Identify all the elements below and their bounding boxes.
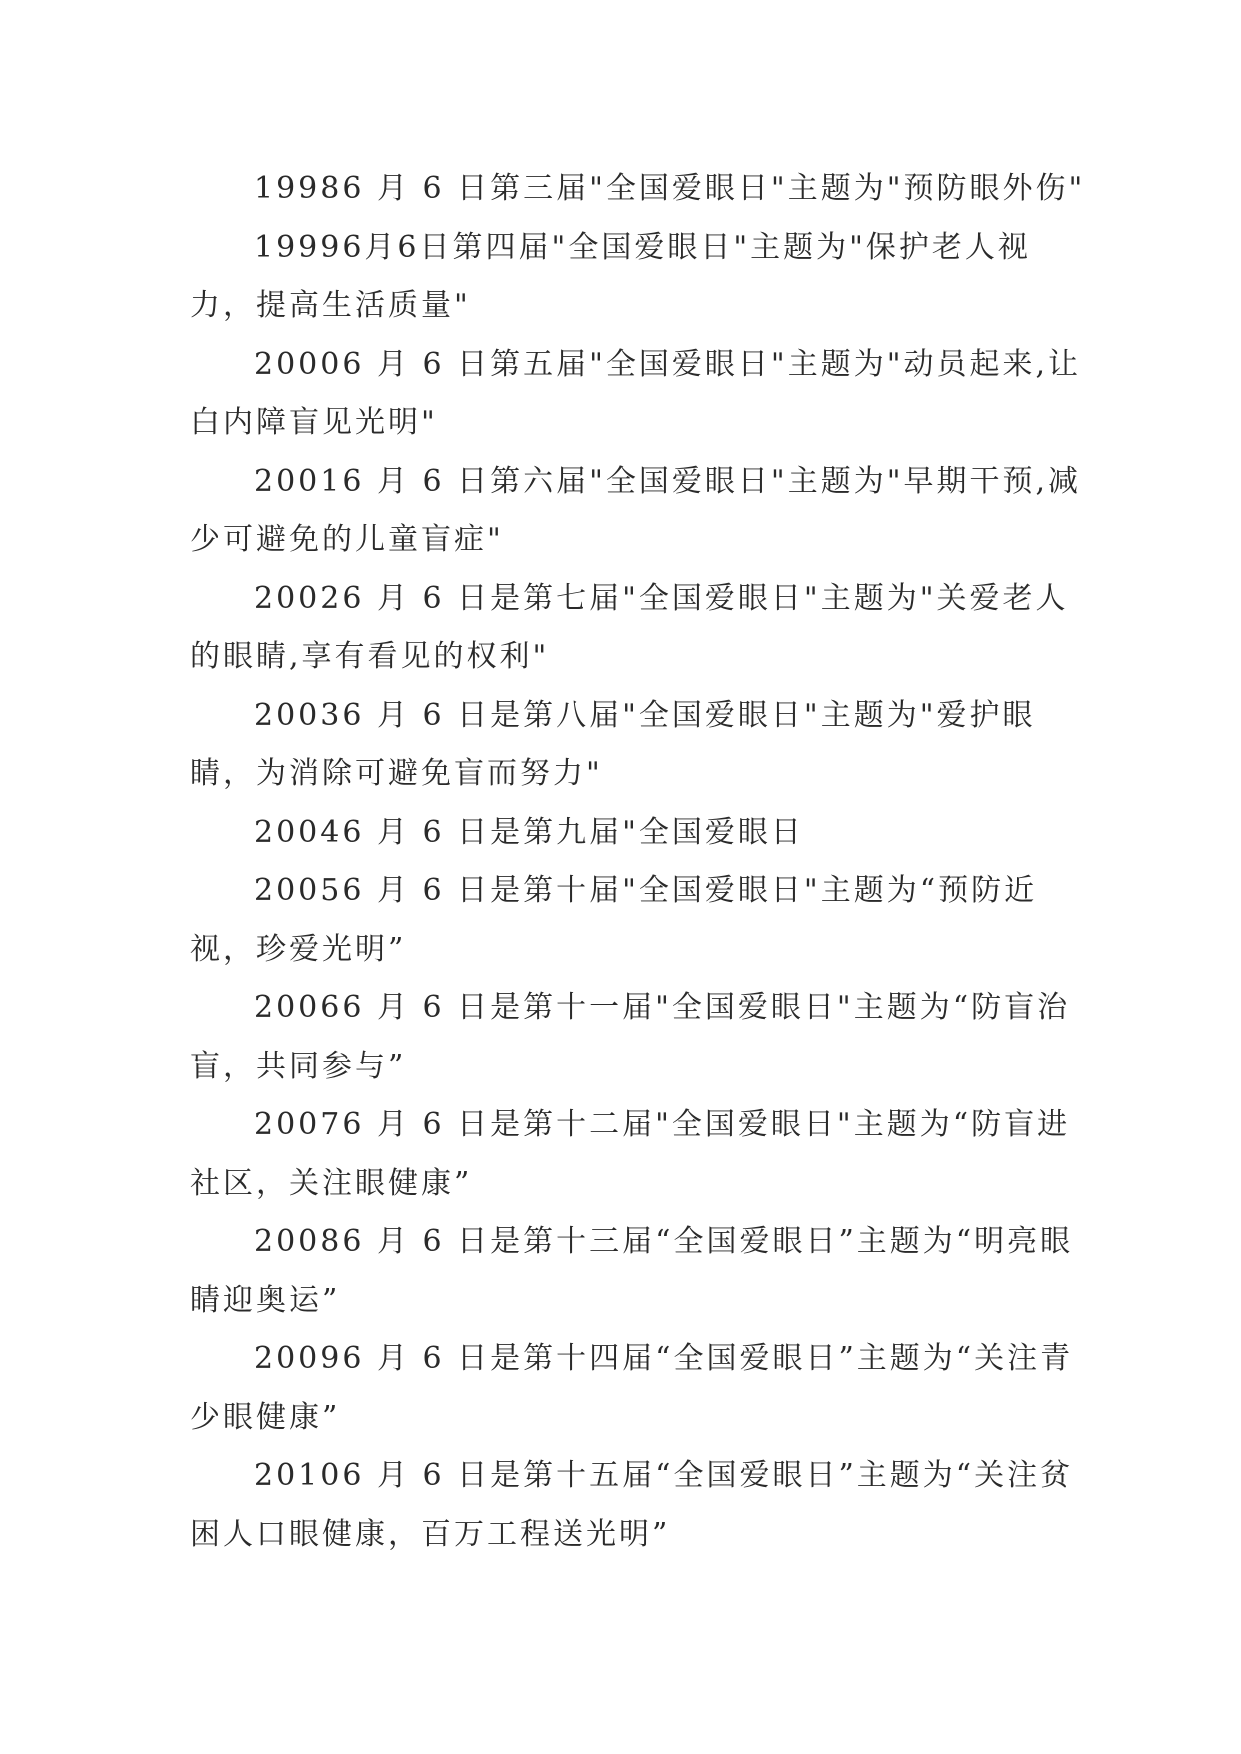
paragraph-2001: 20016 月 6 日第六届"全国爱眼日"主题为"早期干预,减少可避免的儿童盲症": [190, 463, 1082, 557]
paragraph-1998: 19986 月 6 日第三届"全国爱眼日"主题为"预防眼外伤": [254, 171, 1086, 206]
paragraph-2005: 20056 月 6 日是第十届"全国爱眼日"主题为“预防近视，珍爱光明”: [190, 873, 1038, 967]
paragraph-2002: 20026 月 6 日是第七届"全国爱眼日"主题为"关爱老人的眼睛,享有看见的权利": [190, 580, 1069, 674]
paragraph-1999: 19996月6日第四届"全国爱眼日"主题为"保护老人视力，提高生活质量": [190, 229, 1031, 323]
paragraph-2010: 20106 月 6 日是第十五届“全国爱眼日”主题为“关注贫困人口眼健康，百万工程送光明”: [190, 1458, 1074, 1552]
paragraph-2000: 20006 月 6 日第五届"全国爱眼日"主题为"动员起来,让白内障盲见光明": [190, 346, 1082, 440]
paragraph-2006: 20066 月 6 日是第十一届"全国爱眼日"主题为“防盲治盲，共同参与”: [190, 990, 1071, 1084]
document-body: [190, 160, 1090, 1564]
paragraph-2009: 20096 月 6 日是第十四届“全国爱眼日”主题为“关注青少眼健康”: [190, 1341, 1074, 1435]
paragraph-2008: 20086 月 6 日是第十三届“全国爱眼日”主题为“明亮眼睛迎奥运”: [190, 1224, 1074, 1318]
paragraph-2003: 20036 月 6 日是第八届"全国爱眼日"主题为"爱护眼睛，为消除可避免盲而努力": [190, 697, 1036, 791]
paragraph-2007: 20076 月 6 日是第十二届"全国爱眼日"主题为“防盲进社区，关注眼健康”: [190, 1107, 1071, 1201]
paragraph-2004: 20046 月 6 日是第九届"全国爱眼日: [254, 814, 804, 850]
